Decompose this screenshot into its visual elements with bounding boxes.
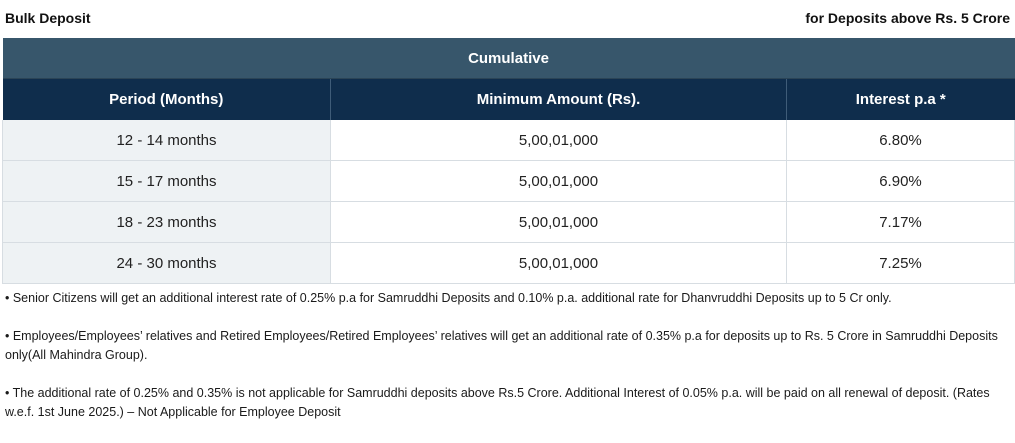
column-header-minimum-amount: Minimum Amount (Rs).: [331, 79, 787, 121]
period-cell: 12 - 14 months: [3, 120, 331, 161]
table-row: [3, 161, 1015, 202]
interest-rate-table: [2, 38, 1015, 284]
footnote-senior-citizens: • Senior Citizens will get an additional interest rate of 0.25% p.a for Samruddhi Deposits and 0.10% p.a. additional rate for Dhanvruddhi Deposits up to 5 Cr only.: [5, 291, 892, 305]
period-cell: 15 - 17 months: [3, 161, 331, 202]
column-header-interest: Interest p.a *: [787, 79, 1015, 121]
interest-rate-cell: 7.17%: [787, 202, 1015, 243]
footnote-employees: • Employees/Employees’ relatives and Retired Employees/Retired Employees’ relatives will get an additional rate of 0.35% p.a for deposits up to Rs. 5 Crore in Samruddhi Deposits only(All Mahindra Group).: [5, 329, 998, 362]
minimum-amount-cell: 5,00,01,000: [331, 120, 787, 161]
minimum-amount-cell: 5,00,01,000: [331, 161, 787, 202]
minimum-amount-cell: 5,00,01,000: [331, 202, 787, 243]
table-row: [3, 120, 1015, 161]
interest-rate-cell: 7.25%: [787, 243, 1015, 284]
interest-rate-cell: 6.80%: [787, 120, 1015, 161]
table-header-row: [3, 79, 1015, 121]
period-cell: 24 - 30 months: [3, 243, 331, 284]
page-header: [0, 0, 1015, 38]
interest-rate-cell: 6.90%: [787, 161, 1015, 202]
minimum-amount-cell: 5,00,01,000: [331, 243, 787, 284]
table-row: [3, 202, 1015, 243]
footnotes: [5, 289, 1010, 422]
table-row: [3, 243, 1015, 284]
column-header-period: Period (Months): [3, 79, 331, 121]
page-subtitle: for Deposits above Rs. 5 Crore: [805, 10, 1010, 26]
footnote-additional-rate: • The additional rate of 0.25% and 0.35% is not applicable for Samruddhi deposits above Rs.5 Crore. Additional Interest of 0.05% p.a. will be paid on all renewal of deposit. (Rates w.e.f. 1st June 2025.) – Not Applicable for Employee Deposit: [5, 386, 990, 419]
table-group-header-row: [3, 38, 1015, 79]
period-cell: 18 - 23 months: [3, 202, 331, 243]
group-header-cumulative: Cumulative: [3, 38, 1015, 79]
page-title: Bulk Deposit: [5, 10, 91, 26]
